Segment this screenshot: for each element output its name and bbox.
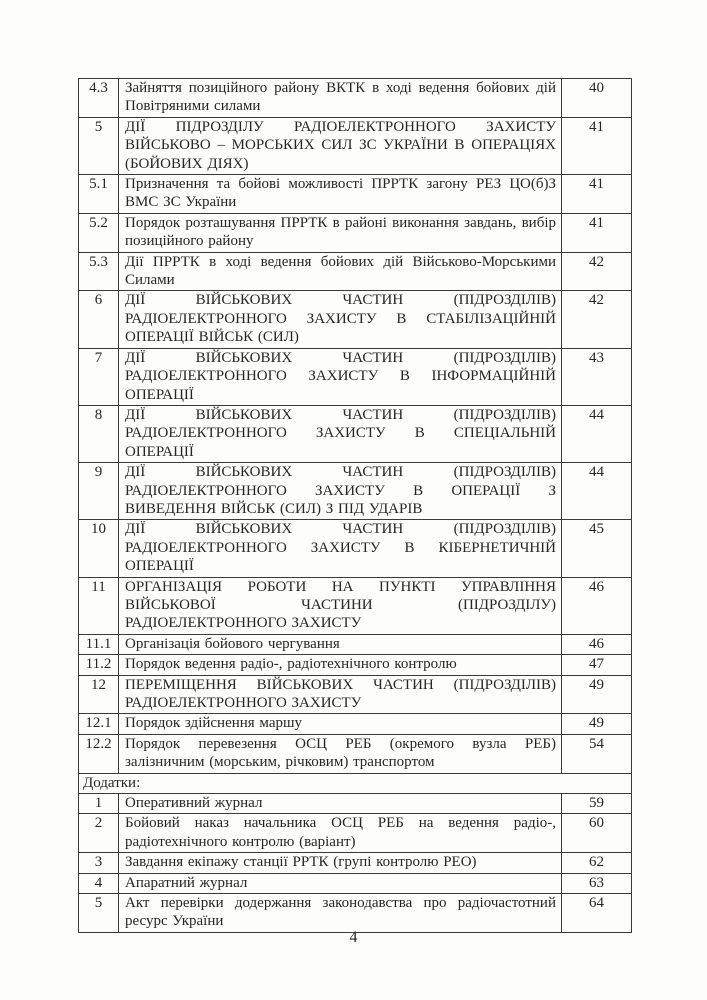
- row-title-cell: Бойовий наказ начальника ОСЦ РЕБ на ведення радіо-, радіотехнічного контролю (варіант): [119, 814, 562, 853]
- table-row: [79, 463, 632, 520]
- row-title-cell: Організація бойового чергування: [119, 634, 562, 654]
- table-row: [79, 675, 632, 714]
- row-title-cell: Завдання екіпажу станції РРТК (групі контролю РЕО): [119, 853, 562, 873]
- table-row: [79, 734, 632, 773]
- row-number-cell: 5.3: [79, 252, 119, 291]
- table-row: [79, 291, 632, 348]
- row-page-cell: 49: [562, 675, 632, 714]
- table-row: [79, 794, 632, 814]
- row-page-cell: 40: [562, 79, 632, 118]
- row-page-cell: 64: [562, 894, 632, 933]
- table-row: [79, 348, 632, 405]
- table-row: [79, 252, 632, 291]
- row-number-cell: 12: [79, 675, 119, 714]
- table-row: [79, 175, 632, 214]
- row-title-cell: Дії ПРРТК в ході ведення бойових дій Військово-Морськими Силами: [119, 252, 562, 291]
- row-page-cell: 59: [562, 794, 632, 814]
- row-number-cell: 4.3: [79, 79, 119, 118]
- row-title-cell: Акт перевірки додержання законодавства про радіочастотний ресурс України: [119, 894, 562, 933]
- row-number-cell: 10: [79, 520, 119, 577]
- row-title-cell: Оперативний журнал: [119, 794, 562, 814]
- row-title-cell: ДІЇ ВІЙСЬКОВИХ ЧАСТИН (ПІДРОЗДІЛІВ) РАДІОЕЛЕКТРОННОГО ЗАХИСТУ В ІНФОРМАЦІЙНІЙ ОПЕРАЦІЇ: [119, 348, 562, 405]
- row-title-cell: Порядок здійснення маршу: [119, 714, 562, 734]
- table-row: [79, 655, 632, 675]
- table-row: [79, 873, 632, 893]
- row-number-cell: 6: [79, 291, 119, 348]
- row-page-cell: 41: [562, 213, 632, 252]
- row-page-cell: 47: [562, 655, 632, 675]
- row-page-cell: 41: [562, 117, 632, 174]
- row-page-cell: 49: [562, 714, 632, 734]
- row-number-cell: 4: [79, 873, 119, 893]
- row-title-cell: ДІЇ ВІЙСЬКОВИХ ЧАСТИН (ПІДРОЗДІЛІВ) РАДІОЕЛЕКТРОННОГО ЗАХИСТУ В СТАБІЛІЗАЦІЙНІЙ ОПЕРАЦІЇ ВІЙСЬК (СИЛ): [119, 291, 562, 348]
- page-number: 4: [349, 929, 358, 946]
- row-number-cell: 5: [79, 894, 119, 933]
- row-number-cell: 5.1: [79, 175, 119, 214]
- row-number-cell: 12.2: [79, 734, 119, 773]
- table-row: [79, 117, 632, 174]
- row-page-cell: 62: [562, 853, 632, 873]
- row-title-cell: ОРГАНІЗАЦІЯ РОБОТИ НА ПУНКТІ УПРАВЛІННЯ ВІЙСЬКОВОЇ ЧАСТИНИ (ПІДРОЗДІЛУ) РАДІОЕЛЕКТРОННОГО ЗАХИСТУ: [119, 577, 562, 634]
- row-page-cell: 46: [562, 577, 632, 634]
- table-row: [79, 814, 632, 853]
- row-number-cell: 8: [79, 405, 119, 462]
- row-number-cell: 11.1: [79, 634, 119, 654]
- toc-table: [78, 78, 632, 933]
- table-row: [79, 405, 632, 462]
- table-row: [79, 773, 632, 793]
- row-number-cell: 3: [79, 853, 119, 873]
- row-page-cell: 43: [562, 348, 632, 405]
- row-title-cell: ДІЇ ПІДРОЗДІЛУ РАДІОЕЛЕКТРОННОГО ЗАХИСТУ ВІЙСЬКОВО – МОРСЬКИХ СИЛ ЗС УКРАЇНИ В ОПЕРАЦІЯХ (БОЙОВИХ ДІЯХ): [119, 117, 562, 174]
- row-number-cell: 2: [79, 814, 119, 853]
- toc-table-body: [79, 79, 632, 933]
- row-title-cell: Порядок перевезення ОСЦ РЕБ (окремого вузла РЕБ) залізничним (морським, річковим) транспортом: [119, 734, 562, 773]
- row-title-cell: ДІЇ ВІЙСЬКОВИХ ЧАСТИН (ПІДРОЗДІЛІВ) РАДІОЕЛЕКТРОННОГО ЗАХИСТУ В ОПЕРАЦІЇ З ВИВЕДЕННЯ ВІЙСЬК (СИЛ) З ПІД УДАРІВ: [119, 463, 562, 520]
- row-number-cell: 5.2: [79, 213, 119, 252]
- row-number-cell: 5: [79, 117, 119, 174]
- row-page-cell: 41: [562, 175, 632, 214]
- row-title-cell: ПЕРЕМІЩЕННЯ ВІЙСЬКОВИХ ЧАСТИН (ПІДРОЗДІЛІВ) РАДІОЕЛЕКТРОННОГО ЗАХИСТУ: [119, 675, 562, 714]
- table-row: [79, 213, 632, 252]
- row-number-cell: 1: [79, 794, 119, 814]
- row-title-cell: Апаратний журнал: [119, 873, 562, 893]
- row-page-cell: 46: [562, 634, 632, 654]
- row-page-cell: 42: [562, 252, 632, 291]
- row-number-cell: 11.2: [79, 655, 119, 675]
- row-number-cell: 12.1: [79, 714, 119, 734]
- row-title-cell: Порядок ведення радіо-, радіотехнічного контролю: [119, 655, 562, 675]
- row-page-cell: 54: [562, 734, 632, 773]
- table-row: [79, 79, 632, 118]
- table-row: [79, 894, 632, 933]
- table-row: [79, 853, 632, 873]
- row-title-cell: Зайняття позиційного району ВКТК в ході ведення бойових дій Повітряними силами: [119, 79, 562, 118]
- table-row: [79, 634, 632, 654]
- table-row: [79, 714, 632, 734]
- row-page-cell: 44: [562, 463, 632, 520]
- row-number-cell: 7: [79, 348, 119, 405]
- row-title-cell: ДІЇ ВІЙСЬКОВИХ ЧАСТИН (ПІДРОЗДІЛІВ) РАДІОЕЛЕКТРОННОГО ЗАХИСТУ В КІБЕРНЕТИЧНІЙ ОПЕРАЦІЇ: [119, 520, 562, 577]
- row-title-cell: ДІЇ ВІЙСЬКОВИХ ЧАСТИН (ПІДРОЗДІЛІВ) РАДІОЕЛЕКТРОННОГО ЗАХИСТУ В СПЕЦІАЛЬНІЙ ОПЕРАЦІЇ: [119, 405, 562, 462]
- row-page-cell: 60: [562, 814, 632, 853]
- row-title-cell: Призначення та бойові можливості ПРРТК загону РЕЗ ЦО(б)З ВМС ЗС України: [119, 175, 562, 214]
- row-page-cell: 44: [562, 405, 632, 462]
- row-number-cell: 11: [79, 577, 119, 634]
- row-number-cell: 9: [79, 463, 119, 520]
- row-page-cell: 45: [562, 520, 632, 577]
- row-page-cell: 63: [562, 873, 632, 893]
- row-title-cell: Порядок розташування ПРРТК в районі виконання завдань, вибір позиційного району: [119, 213, 562, 252]
- table-row: [79, 577, 632, 634]
- table-row: [79, 520, 632, 577]
- section-divider-cell: Додатки:: [79, 773, 632, 793]
- row-page-cell: 42: [562, 291, 632, 348]
